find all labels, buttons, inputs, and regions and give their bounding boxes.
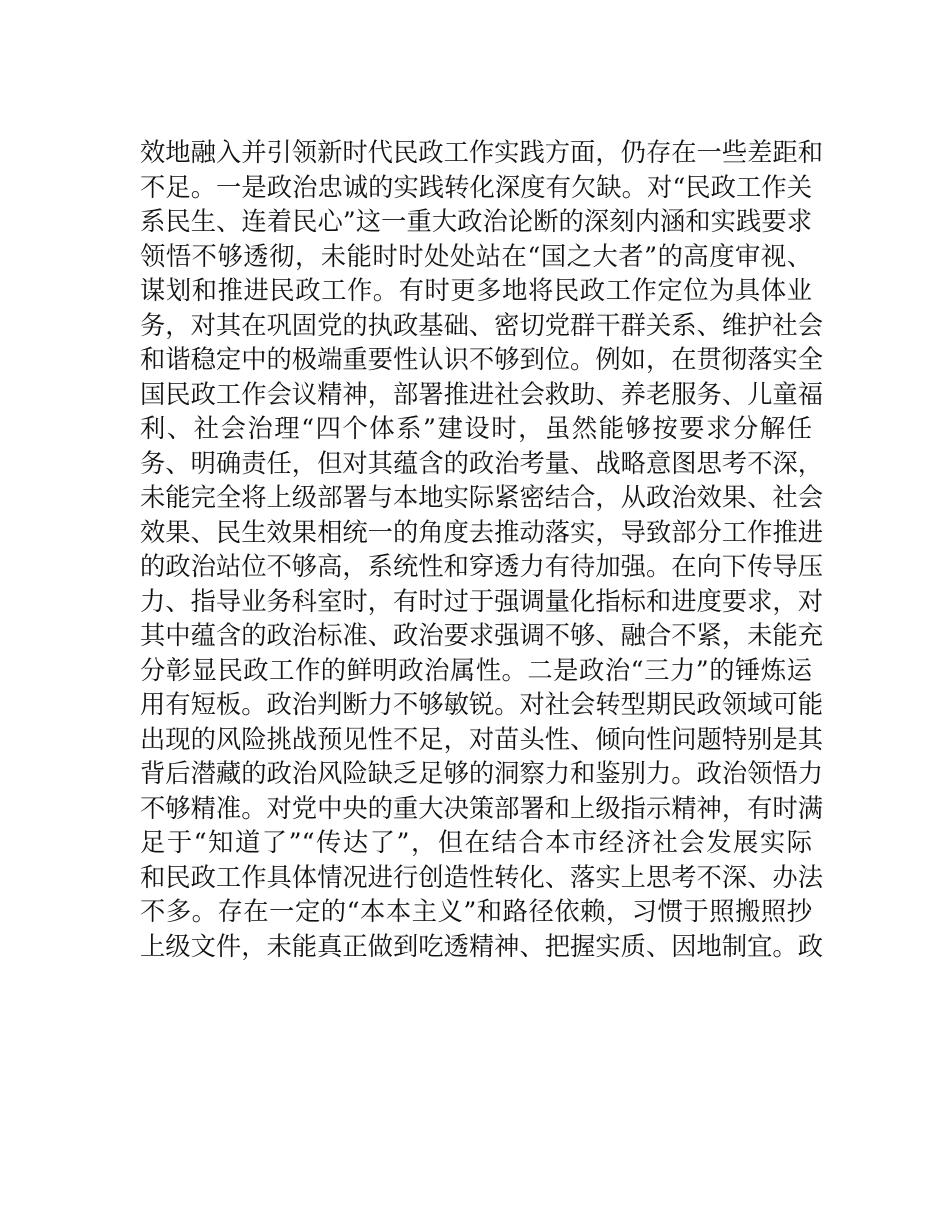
text-line: 足于“知道了”“传达了”，但在结合本市经济社会发展实际 <box>140 828 812 857</box>
text-line: 上级文件，未能真正做到吃透精神、把握实质、因地制宜。政 <box>140 931 824 961</box>
text-line: 效地融入并引领新时代民政工作实践方面，仍存在一些差距和 <box>140 138 824 167</box>
text-line: 务，对其在巩固党的执政基础、密切党群干群关系、维护社会 <box>140 310 824 340</box>
text-line: 系民生、连着民心”这一重大政治论断的深刻内涵和实践要求 <box>140 207 812 236</box>
text-line: 和民政工作具体情况进行创造性转化、落实上思考不深、办法 <box>140 862 824 892</box>
text-line: 和谐稳定中的极端重要性认识不够到位。例如，在贯彻落实全 <box>140 345 824 374</box>
text-line: 分彰显民政工作的鲜明政治属性。二是政治“三力”的锤炼运 <box>140 655 812 685</box>
text-line: 利、社会治理“四个体系”建设时，虽然能够按要求分解任 <box>140 414 812 443</box>
text-line: 不够精准。对党中央的重大决策部署和上级指示精神，有时满 <box>140 793 824 823</box>
text-line: 效果、民生效果相统一的角度去推动落实，导致部分工作推进 <box>140 517 824 547</box>
text-line: 务、明确责任，但对其蕴含的政治考量、战略意图思考不深， <box>140 448 824 478</box>
text-line: 的政治站位不够高，系统性和穿透力有待加强。在向下传导压 <box>140 552 824 581</box>
text-line: 不足。一是政治忠诚的实践转化深度有欠缺。对“民政工作关 <box>140 172 812 202</box>
text-line: 其中蕴含的政治标准、政治要求强调不够、融合不紧，未能充 <box>140 621 824 650</box>
text-line: 背后潜藏的政治风险缺乏足够的洞察力和鉴别力。政治领悟力 <box>140 759 824 788</box>
text-line: 国民政工作会议精神，部署推进社会救助、养老服务、儿童福 <box>140 379 824 409</box>
text-line: 力、指导业务科室时，有时过于强调量化指标和进度要求，对 <box>140 586 824 616</box>
text-line: 出现的风险挑战预见性不足，对苗头性、倾向性问题特别是其 <box>140 724 824 754</box>
text-line: 用有短板。政治判断力不够敏锐。对社会转型期民政领域可能 <box>140 690 824 719</box>
text-line: 谋划和推进民政工作。有时更多地将民政工作定位为具体业 <box>140 276 812 305</box>
text-line: 未能完全将上级部署与本地实际紧密结合，从政治效果、社会 <box>140 483 824 512</box>
text-line: 领悟不够透彻，未能时时处处站在“国之大者”的高度审视、 <box>140 241 812 271</box>
text-line: 不多。存在一定的“本本主义”和路径依赖，习惯于照搬照抄 <box>140 897 812 926</box>
body-paragraph <box>140 136 824 964</box>
